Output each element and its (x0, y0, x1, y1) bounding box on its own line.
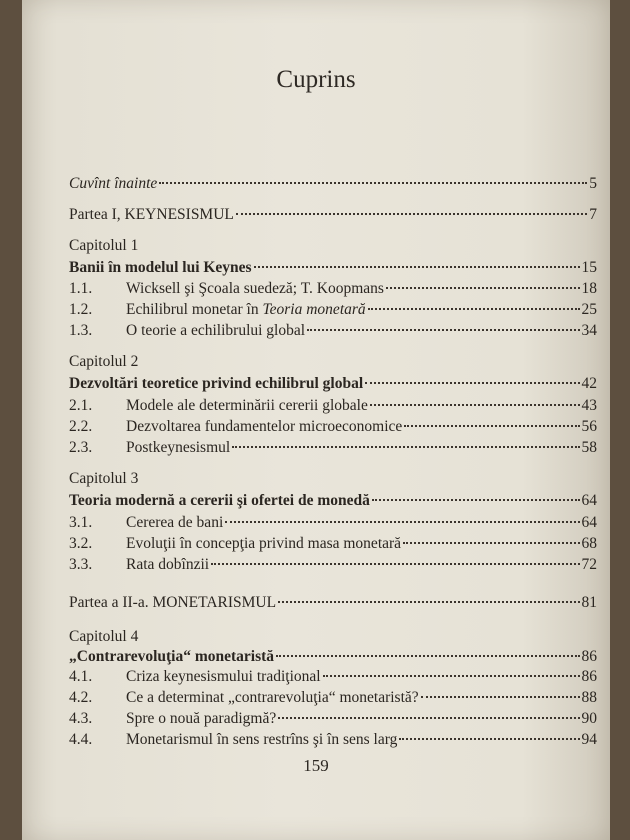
toc-entry-number: 4.2. (69, 689, 93, 706)
toc-entry-page: 15 (581, 259, 597, 276)
dot-leader (254, 266, 580, 268)
toc-entry-text: Spre o nouă paradigmă? (126, 710, 277, 727)
dot-leader (276, 655, 579, 657)
toc-entry (69, 709, 597, 729)
toc-entry-number: 1.2. (69, 301, 93, 318)
toc-entry-page: 90 (581, 710, 597, 727)
dot-leader (404, 425, 579, 427)
toc-entry-text: Ce a determinat „contrarevoluţia“ monetaristă? (126, 689, 419, 706)
toc-entry-number: 3.1. (69, 514, 93, 531)
toc-entry (69, 417, 597, 437)
dot-leader (370, 404, 580, 406)
toc-entry (69, 667, 597, 687)
toc-entry-page: 42 (581, 375, 597, 392)
toc-entry-part-2 (69, 593, 597, 613)
dot-leader (236, 213, 587, 215)
toc-chapter-title (69, 647, 597, 667)
dot-leader (399, 738, 579, 740)
dot-leader (278, 601, 579, 603)
toc-entry (69, 300, 597, 320)
toc-entry-number: 1.1. (69, 280, 93, 297)
toc-entry-page: 88 (581, 689, 597, 706)
toc-entry-text: Postkeynesismul (126, 439, 231, 456)
toc-entry (69, 534, 597, 554)
toc-entry-text: Banii în modelul lui Keynes (69, 259, 252, 276)
toc-entry-text: Dezvoltări teoretice privind echilibrul global (69, 375, 364, 392)
toc-entry-text: Dezvoltarea fundamentelor microeconomice (126, 418, 403, 435)
toc-entry-page: 18 (581, 280, 597, 297)
chapter-label: Capitolul 2 (69, 353, 139, 370)
toc-entry (69, 513, 597, 533)
book-page (22, 0, 610, 840)
dot-leader (372, 499, 580, 501)
dot-leader (278, 717, 579, 719)
toc-chapter-title (69, 374, 597, 394)
dot-leader (159, 182, 587, 184)
toc-entry-text: Partea a II-a. MONETARISMUL (69, 594, 277, 611)
toc-entry-number: 2.2. (69, 418, 93, 435)
toc-entry (69, 438, 597, 458)
toc-entry-text (126, 300, 366, 320)
toc-entry-text: Cuvînt înainte (69, 175, 158, 192)
toc-entry-text: Partea I, KEYNESISMUL (69, 206, 234, 223)
toc-entry-page: 5 (589, 175, 597, 192)
toc-entry-number: 4.4. (69, 731, 93, 748)
page-number: 159 (303, 756, 329, 775)
toc-entry-page: 64 (581, 492, 597, 509)
toc-entry-page: 81 (581, 594, 597, 611)
chapter-label: Capitolul 4 (69, 628, 139, 645)
dot-leader (365, 382, 579, 384)
dot-leader (211, 563, 579, 565)
toc-entry-page: 94 (581, 731, 597, 748)
toc-entry-foreword (69, 174, 597, 194)
toc-entry (69, 321, 597, 341)
toc-entry-number: 4.1. (69, 668, 93, 685)
dot-leader (307, 329, 579, 331)
toc-entry-page: 86 (581, 648, 597, 665)
page-title: Cuprins (276, 66, 356, 93)
toc-entry (69, 555, 597, 575)
toc-entry-text: Modele ale determinării cererii globale (126, 397, 368, 414)
toc-entry (69, 279, 597, 299)
toc-entry-text-part: Echilibrul monetar în (126, 301, 263, 318)
toc-entry-page: 72 (581, 556, 597, 573)
toc-entry-page: 68 (581, 535, 597, 552)
toc-entry (69, 396, 597, 416)
toc-entry-text-italic: Teoria monetară (262, 301, 366, 318)
toc-entry-text: Cererea de bani (126, 514, 224, 531)
toc-entry-number: 3.3. (69, 556, 93, 573)
toc-entry-page: 34 (581, 322, 597, 339)
toc-entry-number: 3.2. (69, 535, 93, 552)
dot-leader (225, 521, 579, 523)
toc-entry-page: 7 (589, 206, 597, 223)
toc-chapter-title (69, 491, 597, 511)
toc-entry-text: Teoria modernă a cererii şi ofertei de monedă (69, 492, 370, 509)
toc-entry-page: 58 (581, 439, 597, 456)
toc-entry-text: „Contrarevoluţia“ monetaristă (69, 648, 275, 665)
dot-leader (323, 675, 580, 677)
toc-entry-text: O teorie a echilibrului global (126, 322, 306, 339)
dot-leader (421, 696, 580, 698)
chapter-label: Capitolul 3 (69, 470, 139, 487)
dot-leader (232, 446, 579, 448)
toc-entry-page: 25 (581, 301, 597, 318)
toc-entry-page: 64 (581, 514, 597, 531)
dot-leader (368, 308, 580, 310)
toc-entry-text: Criza keynesismului tradiţional (126, 668, 321, 685)
toc-entry (69, 730, 597, 750)
toc-entry-part-1 (69, 205, 597, 225)
toc-entry-number: 2.1. (69, 397, 93, 414)
toc-entry-text: Wicksell şi Şcoala suedeză; T. Koopmans (126, 280, 384, 297)
toc-entry-text: Monetarismul în sens restrîns şi în sens larg (126, 731, 398, 748)
dot-leader (403, 542, 579, 544)
toc-entry-number: 4.3. (69, 710, 93, 727)
chapter-label: Capitolul 1 (69, 237, 139, 254)
toc-entry-page: 86 (581, 668, 597, 685)
toc-chapter-title (69, 258, 597, 278)
toc-entry (69, 688, 597, 708)
toc-entry-page: 43 (581, 397, 597, 414)
toc-entry-text: Evoluţii în concepţia privind masa monetară (126, 535, 402, 552)
toc-entry-number: 1.3. (69, 322, 93, 339)
toc-entry-page: 56 (581, 418, 597, 435)
toc-entry-text: Rata dobînzii (126, 556, 210, 573)
toc-entry-number: 2.3. (69, 439, 93, 456)
dot-leader (386, 287, 580, 289)
